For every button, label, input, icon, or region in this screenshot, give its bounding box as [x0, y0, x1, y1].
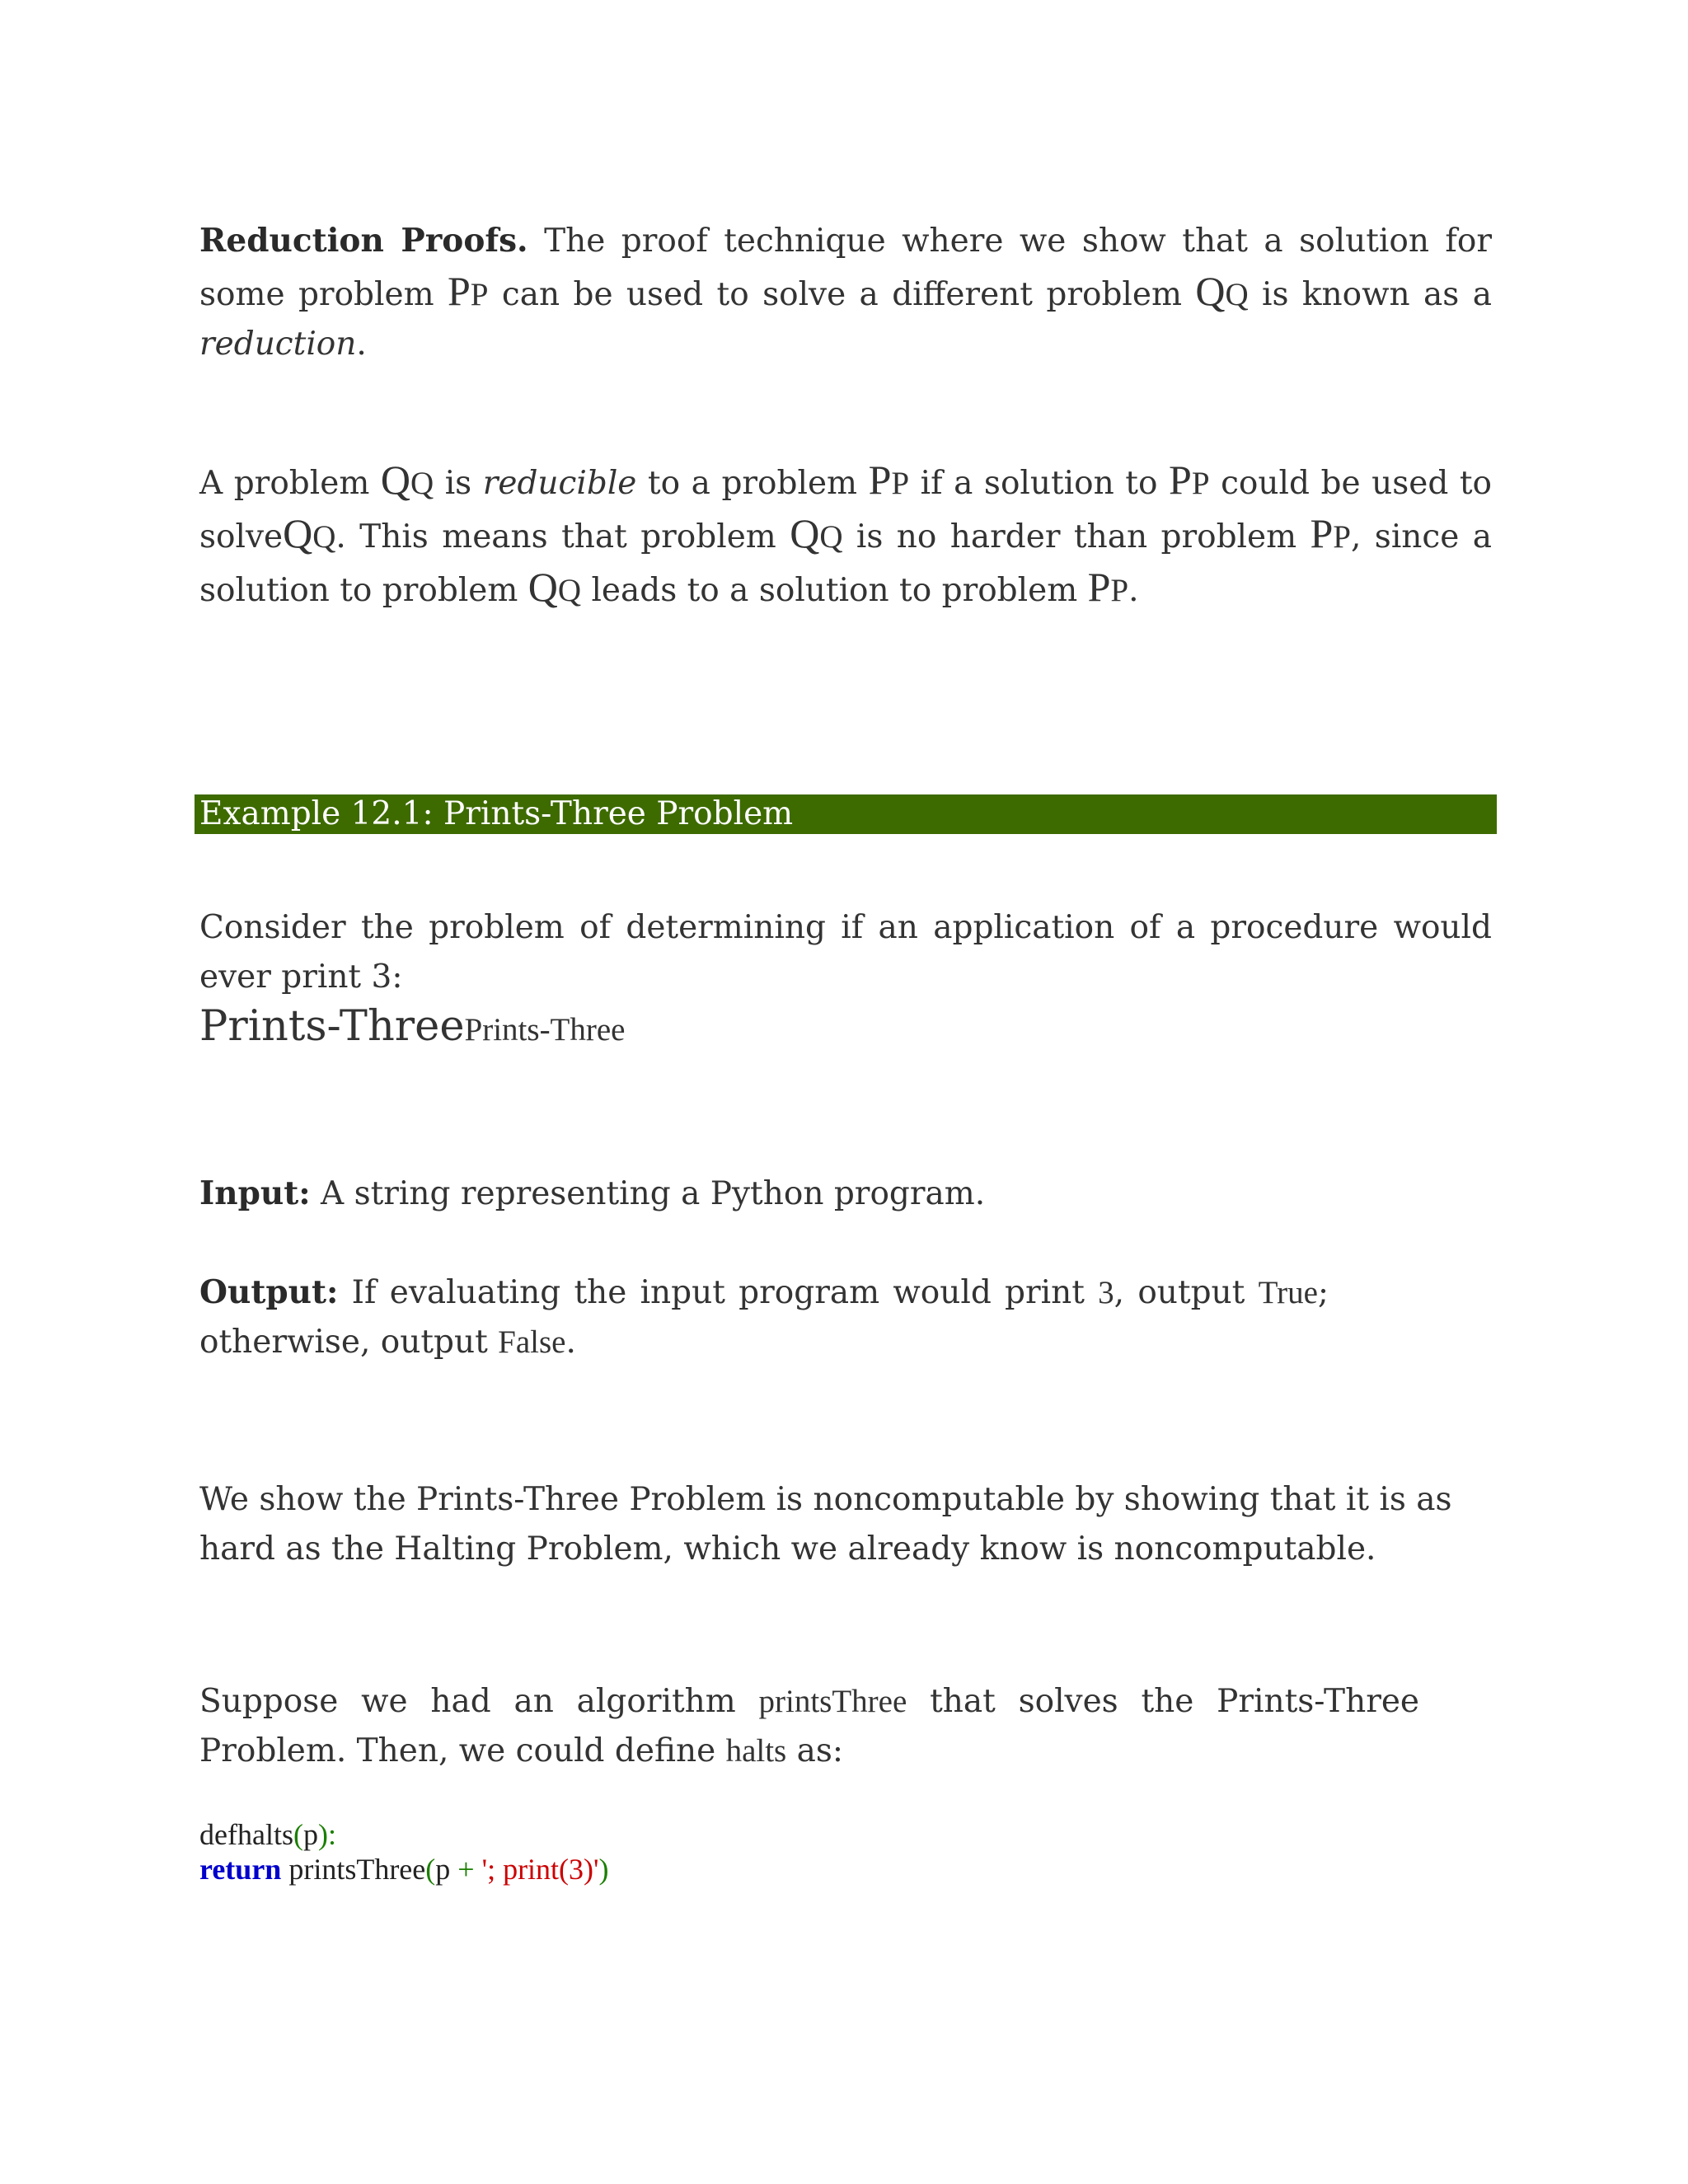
math-prints-three-small: Prints-Three: [464, 1012, 626, 1047]
math-Q-small: Q: [1225, 277, 1249, 312]
math-P-big: P: [447, 268, 471, 314]
consider-paragraph: [199, 903, 1492, 1055]
math-Q-big: Q: [528, 564, 558, 610]
suppose-paragraph: [199, 1677, 1419, 1776]
reduction-paragraph: [199, 216, 1492, 369]
output-text-3: ; otherwise, output: [199, 1274, 1329, 1361]
math-Q-small: Q: [819, 519, 843, 555]
output-false: False: [498, 1324, 566, 1360]
reducible-term: reducible: [482, 465, 637, 502]
reduction-heading: Reduction Proofs.: [199, 222, 528, 260]
output-text-2: , output: [1114, 1274, 1259, 1311]
code-line-1: [199, 1817, 609, 1852]
reduction-text-1: The proof technique where we show that a solution for some problem: [199, 223, 1492, 313]
code-paren-open: (: [293, 1818, 303, 1851]
show-paragraph: [199, 1475, 1452, 1574]
reducible-text-2: is: [434, 465, 483, 502]
code-block: [199, 1817, 609, 1886]
code-string: '; print(3)': [481, 1853, 599, 1886]
output-label: Output:: [199, 1273, 339, 1311]
reduction-text-4: .: [356, 326, 367, 363]
suppose-text-2: that solves the Prints-Three Problem. Then, we could define: [199, 1683, 1419, 1769]
reduction-term: reduction: [199, 326, 357, 363]
code-plus: +: [450, 1853, 482, 1886]
math-P-small: P: [1110, 573, 1129, 608]
math-P-small: P: [1191, 466, 1210, 501]
suppose-text-1: Suppose we had an algorithm: [199, 1683, 759, 1720]
reducible-text-5: could be used to solve: [199, 465, 1492, 555]
code-paren-close: ):: [317, 1818, 336, 1851]
math-Q-small: Q: [410, 466, 434, 501]
math-Q-small: Q: [312, 519, 336, 555]
suppose-text-3: as:: [786, 1732, 844, 1769]
math-prints-three-big: Prints-Three: [199, 1002, 465, 1051]
suppose-halts: halts: [725, 1733, 787, 1769]
reducible-text-8: , since a solution to problem: [199, 518, 1492, 609]
output-paragraph: [199, 1268, 1329, 1367]
math-P-big: P: [1310, 510, 1334, 556]
math-P-big: P: [1087, 564, 1111, 610]
code-call-arg: p: [435, 1853, 451, 1886]
math-Q-big: Q: [790, 510, 820, 556]
math-P-small: P: [1333, 519, 1351, 555]
reducible-text-1: A problem: [199, 465, 381, 502]
reduction-text-2: can be used to solve a different problem: [488, 276, 1196, 313]
reducible-paragraph: [199, 455, 1492, 616]
math-P-big: P: [868, 457, 892, 503]
code-line-2: [199, 1852, 609, 1886]
math-P-small: P: [891, 466, 910, 501]
output-text-4: .: [565, 1324, 576, 1361]
reducible-text-10: .: [1128, 572, 1139, 609]
code-func-name: halts: [237, 1818, 293, 1851]
code-def-keyword: def: [199, 1818, 237, 1851]
math-Q-small: Q: [557, 573, 582, 608]
example-title: Example 12.1: Prints-Three Problem: [199, 795, 794, 832]
example-title-bar: [195, 794, 1497, 834]
consider-text: Consider the problem of determining if an application of a procedure would ever print 3:: [199, 909, 1492, 996]
reducible-text-9: leads to a solution to problem: [581, 572, 1088, 609]
show-text: We show the Prints-Three Problem is noncomputable by showing that it is as hard as the Halting Problem, which we already know is noncomputable.: [199, 1481, 1452, 1568]
code-call-close: ): [598, 1853, 609, 1886]
output-three: 3: [1098, 1275, 1114, 1310]
reducible-text-6: . This means that problem: [335, 518, 790, 555]
code-arg: p: [302, 1818, 318, 1851]
code-call-name: printsThree: [288, 1853, 426, 1886]
math-P-small: P: [470, 277, 489, 312]
suppose-func: printsThree: [758, 1684, 907, 1719]
output-text-1: If evaluating the input program would print: [338, 1274, 1099, 1311]
math-P-big: P: [1169, 457, 1192, 503]
input-text: A string representing a Python program.: [310, 1175, 986, 1212]
code-call-open: (: [425, 1853, 436, 1886]
math-Q-big: Q: [380, 457, 410, 503]
reduction-text-3: is known as a: [1248, 276, 1492, 313]
output-true: True: [1258, 1275, 1318, 1310]
code-return-keyword: return: [199, 1853, 282, 1886]
math-Q-big: Q: [1195, 268, 1226, 314]
reducible-text-7: is no harder than problem: [842, 518, 1311, 555]
input-paragraph: [199, 1169, 1492, 1219]
reducible-text-3: to a problem: [636, 465, 869, 502]
input-label: Input:: [199, 1174, 311, 1212]
reducible-text-4: if a solution to: [909, 465, 1170, 502]
math-Q-big: Q: [283, 510, 313, 556]
